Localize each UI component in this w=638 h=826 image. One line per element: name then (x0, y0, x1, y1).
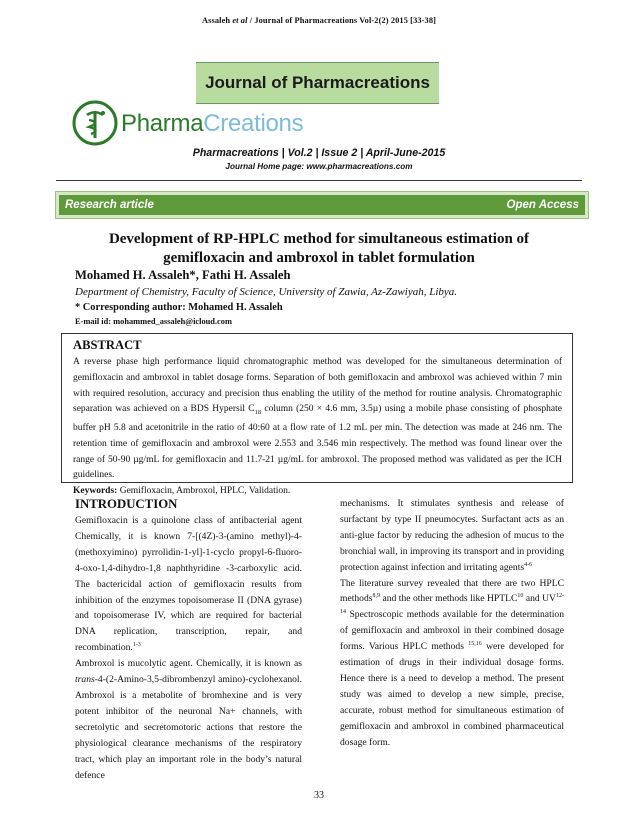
journal-name: Journal of Pharmacreations (205, 73, 430, 92)
header-divider (56, 180, 582, 181)
intro-r2-text-e: were developed for estimation of drugs in their individual dosage forms. Hence there is a need to develop a method. The present study was aimed to develop a new simple, precise, accurate, robust method for simultaneous estimation of gemifloxacin and ambroxol in combined pharmaceutical dosage form. (340, 641, 564, 748)
intro-paragraph-1 (75, 513, 302, 656)
intro-heading: INTRODUCTION (75, 497, 178, 511)
intro-paragraph-4 (340, 576, 564, 751)
caduceus-logo-icon (72, 100, 118, 146)
intro-p1-text: Gemifloxacin is a quinolone class of antibacterial agent Chemically, it is known 7-[(4Z)-3-(amino methyl)-4-(methoxyimino) pyrrolidin-1-yl]-1-cyclo propyl-6-fluoro-4-oxo-1,4-dihydro-1,8 naphthyridine -3-carboxylic acid. The bactericidal action of gemifloxacin results from inhibition of the enzymes topoisomerase II (DNA gyrase) and topoisomerase IV, which are required for bacterial DNA replication, transcription, repair, and recombination. (75, 515, 302, 654)
affiliation: Department of Chemistry, Faculty of Science, University of Zawia, Az-Zawiyah, Libya. (75, 286, 458, 298)
intro-r2-ref-1: 8,9 (372, 593, 381, 600)
title-line-1: Development of RP-HPLC method for simultaneous estimation of (108, 231, 530, 247)
abstract-box (61, 333, 573, 497)
running-head (0, 16, 638, 25)
article-title (70, 230, 568, 268)
article-type-label: Research article (65, 199, 154, 211)
authors: Mohamed H. Assaleh*, Fathi H. Assaleh (75, 268, 291, 282)
intro-r2-text-d: Spectroscopic methods available for the determination of gemifloxacin and ambroxol in their combined dosage forms. Various HPLC methods (340, 609, 564, 653)
abstract-text (73, 355, 562, 484)
title-line-2: gemifloxacin and ambroxol in tablet formulation (163, 250, 475, 266)
corresponding-author: * Corresponding author: Mohamed H. Assaleh (75, 302, 283, 313)
intro-r2-text-b: and the other methods like HPTLC (380, 593, 518, 605)
running-head-author: Assaleh (202, 16, 233, 25)
intro-p2-text-b: -4-(2-Amino-3,5-dibrombenzyl amino)-cyclohexanol. Ambroxol is a metabolite of bromhexine and is very potent inhibitor of the neuronal Na+ channels, with secretolytic and secretomotoric actions that restore the physiological clearance mechanisms of the respiratory tract, which play an important role in the body’s natural defence (75, 674, 302, 781)
journal-homepage: Journal Home page: www.pharmacreations.com (225, 162, 413, 171)
abstract-part-a: A reverse phase high performance liquid chromatographic method was developed for the simultaneous determination of gemifloxacin and ambroxol in tablet dosage forms. Separation of both gemifloxacin and ambroxol was achieved within 7 min with required resolution, accuracy and precision thus enabling the utility of the method for routine analysis. Chromatographic separation was achieved on a BDS Hypersil C (73, 357, 562, 415)
article-type-bar (56, 192, 588, 218)
email-label: E-mail id (75, 317, 109, 326)
intro-r1-ref: 4-6 (524, 561, 533, 568)
intro-r2-ref-3: 12-14 (340, 593, 564, 616)
page-number: 33 (314, 790, 324, 801)
brand-wordmark (121, 110, 303, 138)
brand-part1: Pharma (121, 110, 204, 137)
journal-banner (196, 62, 439, 104)
intro-p2-italic: trans (75, 674, 95, 686)
abstract-heading: ABSTRACT (73, 338, 142, 352)
intro-r1-text: mechanisms. It stimulates synthesis and release of surfactant by type II pneumocytes. Surfactant acts as an anti-glue factor by reducing the adhesion of mucus to the bronchial wall, in improving its transport and in providing protection against infection and irritating agents (340, 498, 564, 573)
email (75, 317, 232, 326)
keywords-label: Keywords: (73, 486, 118, 497)
running-head-etal: et al (232, 16, 248, 25)
email-value: : mohammed_assaleh@icloud.com (108, 317, 232, 326)
intro-r2-ref-2: 10 (517, 593, 524, 600)
intro-paragraph-2 (75, 656, 302, 783)
abstract-part-b: column (250 × 4.6 mm, 3.5µ) using a mobile phase consisting of phosphate buffer pH 5.8 and acetonitrile in the ratio of 40:60 at a flow rate of 1.2 mL per min. The detection was made at 246 nm. The retention time of gemifloxacin and ambroxol were 2.553 and 3.546 min respectively. The method was found linear over the range of 50-90 µg/mL for gemifloxacin and 11.7-21 µg/mL for ambroxol. The proposed method was validated as per the ICH guidelines. (73, 404, 562, 481)
open-access-label: Open Access (506, 199, 579, 211)
intro-paragraph-3 (340, 496, 564, 576)
intro-column-left (75, 497, 302, 783)
intro-column-right (340, 496, 564, 751)
keywords-text: Gemifloxacin, Ambroxol, HPLC, Validation. (117, 486, 291, 497)
intro-r2-text-c: and UV (523, 593, 556, 605)
publication-line: Pharmacreations | Vol.2 | Issue 2 | April-June-2015 (192, 147, 446, 159)
intro-p1-ref: 1-3 (132, 642, 141, 649)
intro-p2-text-a: Ambroxol is mucolytic agent. Chemically, it is known as (75, 658, 302, 670)
intro-r2-ref-4: 15,16 (468, 640, 482, 647)
running-head-citation: / Journal of Pharmacreations Vol-2(2) 2015 [33-38] (247, 16, 436, 25)
intro-r2-text-a: The literature survey revealed that there are two HPLC methods (340, 577, 564, 605)
brand-part2: Creations (203, 110, 304, 137)
abstract-subscript: 18 (254, 409, 262, 417)
